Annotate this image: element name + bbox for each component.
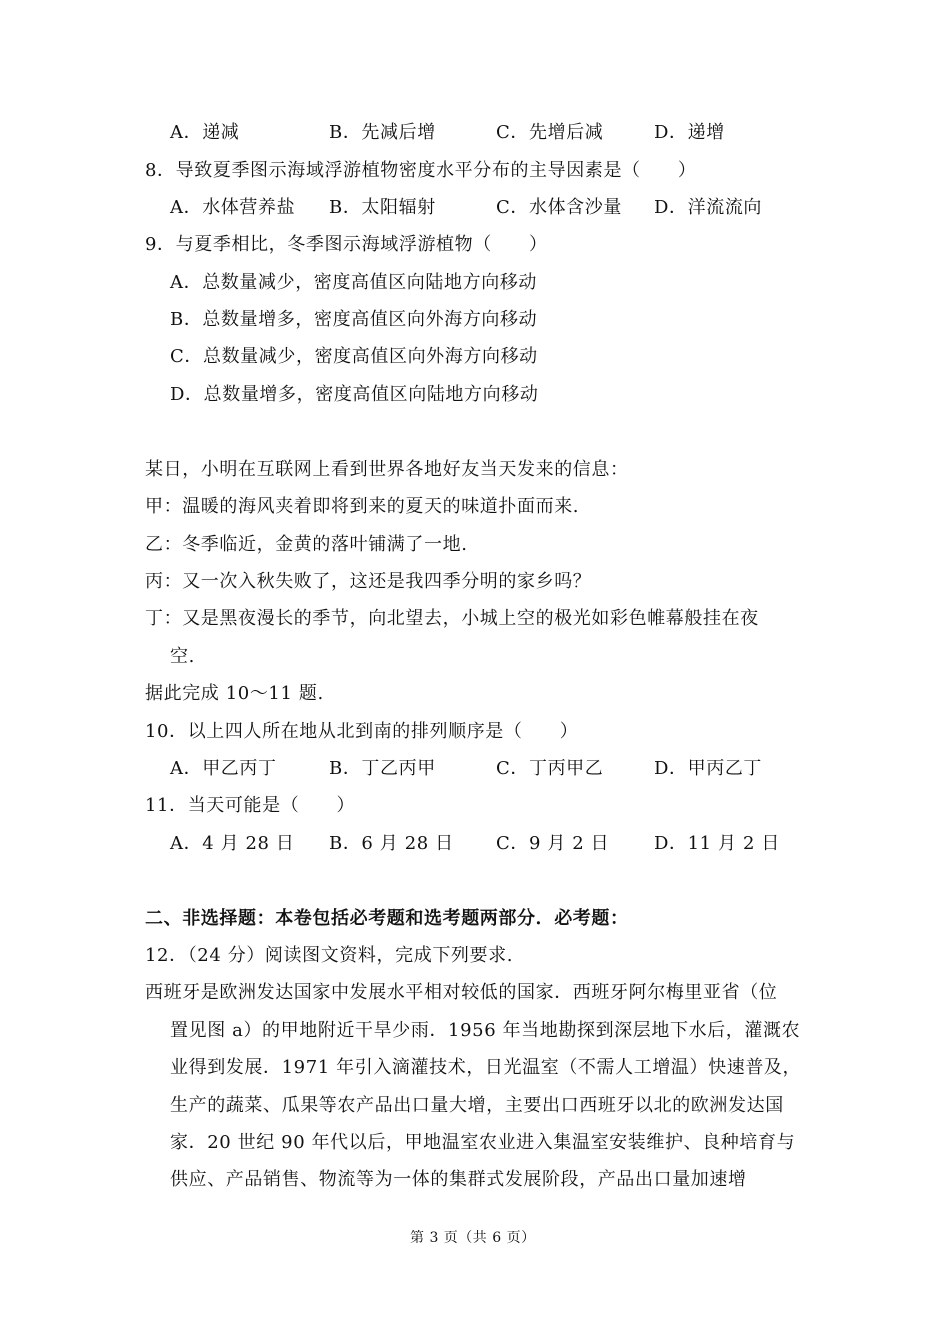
q11-stem: 11．当天可能是（ ）: [145, 795, 356, 816]
q11-option-c: C．9 月 2 日: [496, 833, 610, 854]
q8-option-c: C．水体含沙量: [496, 197, 622, 218]
q10-option-b: B．丁乙丙甲: [329, 758, 436, 779]
q8-stem: 8．导致夏季图示海域浮游植物密度水平分布的主导因素是（ ）: [145, 160, 697, 181]
q8-option-a: A．水体营养盐: [170, 197, 296, 218]
q7-option-d: D．递增: [654, 122, 725, 143]
q8-option-b: B．太阳辐射: [329, 197, 436, 218]
q12-stem: 12．（24 分）阅读图文资料，完成下列要求.: [145, 945, 514, 966]
q7-option-b: B．先减后增: [329, 122, 436, 143]
material-intro: 某日，小明在互联网上看到世界各地好友当天发来的信息：: [145, 459, 629, 480]
q12-paragraph-line1: 西班牙是欧洲发达国家中发展水平相对较低的国家．西班牙阿尔梅里亚省（位: [145, 982, 778, 1003]
material-instruction: 据此完成 10～11 题.: [145, 683, 324, 704]
material-jia: 甲：温暖的海风夹着即将到来的夏天的味道扑面而来.: [145, 496, 580, 517]
q9-stem: 9．与夏季相比，冬季图示海域浮游植物（ ）: [145, 234, 548, 255]
material-yi: 乙：冬季临近，金黄的落叶铺满了一地.: [145, 534, 468, 555]
section2-heading: 二、非选择题：本卷包括必考题和选考题两部分．必考题：: [145, 908, 629, 929]
q9-option-a: A．总数量减少，密度高值区向陆地方向移动: [170, 272, 537, 293]
q8-option-d: D．洋流流向: [654, 197, 763, 218]
q7-option-c: C．先增后减: [496, 122, 604, 143]
q10-stem: 10．以上四人所在地从北到南的排列顺序是（ ）: [145, 721, 579, 742]
q12-paragraph-line4: 生产的蔬菜、瓜果等农产品出口量大增，主要出口西班牙以北的欧洲发达国: [170, 1095, 784, 1116]
material-ding-line2: 空.: [170, 646, 195, 667]
q9-option-c: C．总数量减少，密度高值区向外海方向移动: [170, 346, 538, 367]
q12-paragraph-line5: 家．20 世纪 90 年代以后，甲地温室农业进入集温室安装维护、良种培育与: [170, 1132, 796, 1153]
q11-option-a: A．4 月 28 日: [170, 833, 295, 854]
q12-paragraph-line2: 置见图 a）的甲地附近干旱少雨．1956 年当地勘探到深层地下水后，灌溉农: [170, 1020, 801, 1041]
q10-option-d: D．甲丙乙丁: [654, 758, 763, 779]
q11-option-b: B．6 月 28 日: [329, 833, 454, 854]
q10-option-c: C．丁丙甲乙: [496, 758, 604, 779]
q12-paragraph-line3: 业得到发展．1971 年引入滴灌技术，日光温室（不需人工增温）快速普及，: [170, 1057, 802, 1078]
material-ding-line1: 丁：又是黑夜漫长的季节，向北望去，小城上空的极光如彩色帷幕般挂在夜: [145, 608, 759, 629]
q9-option-b: B．总数量增多，密度高值区向外海方向移动: [170, 309, 538, 330]
q9-option-d: D．总数量增多，密度高值区向陆地方向移动: [170, 384, 539, 405]
material-bing: 丙：又一次入秋失败了，这还是我四季分明的家乡吗？: [145, 571, 592, 592]
q12-paragraph-line6: 供应、产品销售、物流等为一体的集群式发展阶段，产品出口量加速增: [170, 1169, 747, 1190]
page-number-footer: 第 3 页（共 6 页）: [410, 1230, 536, 1246]
q7-option-a: A．递减: [170, 122, 240, 143]
q11-option-d: D．11 月 2 日: [654, 833, 780, 854]
q10-option-a: A．甲乙丙丁: [170, 758, 277, 779]
